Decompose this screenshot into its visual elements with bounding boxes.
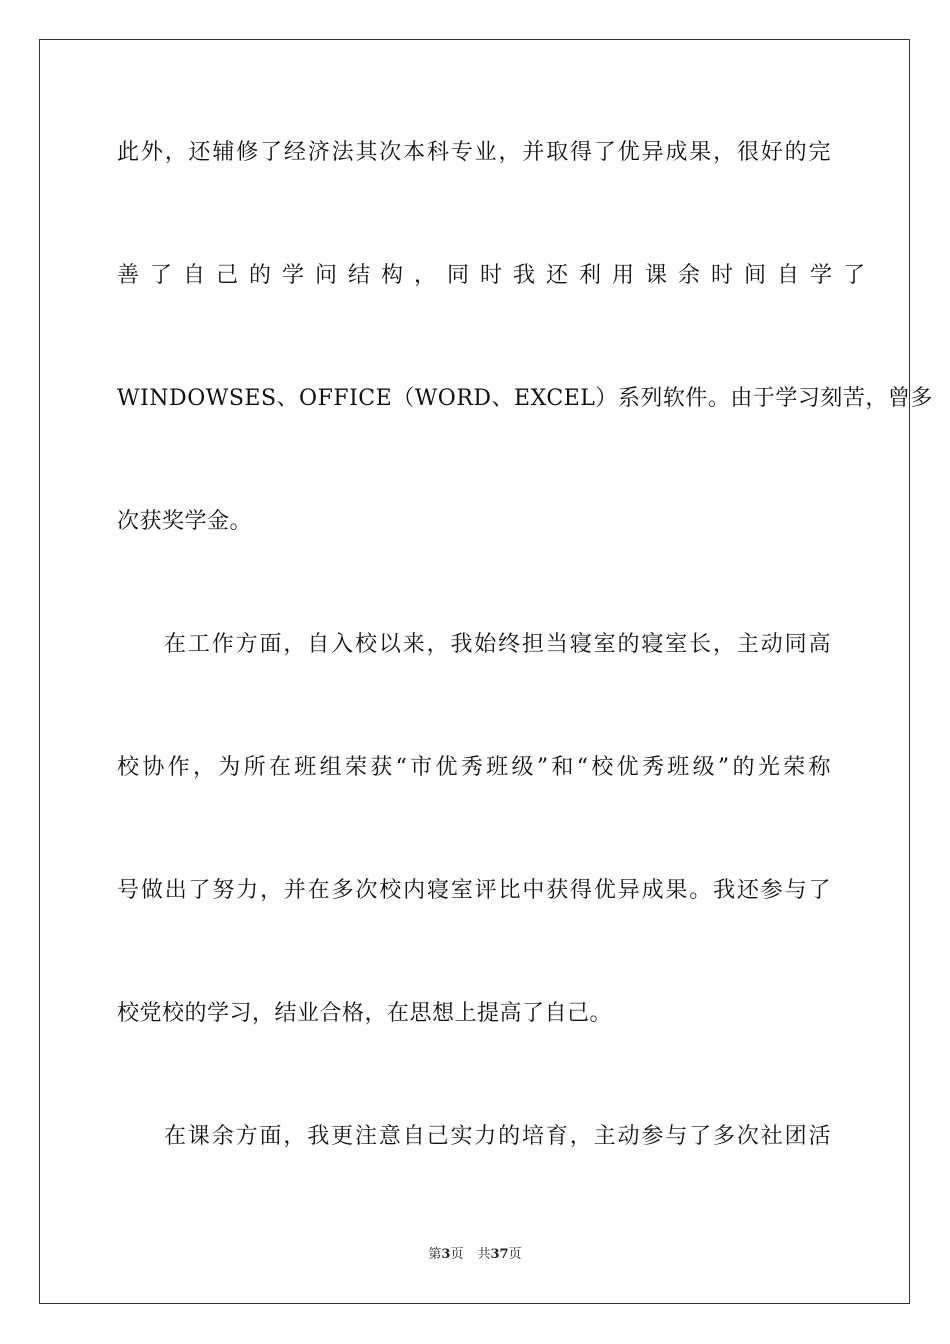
body-line-2: 善了自己的学问结构，同时我还利用课余时间自学了 [117, 263, 877, 288]
footer-page-prefix: 第 [428, 1247, 442, 1262]
footer-page-total: 37 [490, 1247, 509, 1262]
body-line-3: WINDOWSES、OFFICE（WORD、EXCEL）系列软件。由于学习刻苦，曾多 [117, 386, 933, 411]
body-line-8: 校党校的学习，结业合格，在思想上提高了自己。 [117, 1001, 613, 1026]
footer-page-suffix: 页 [450, 1247, 464, 1262]
body-line-4: 次获奖学金。 [117, 509, 253, 534]
body-line-7: 号做出了努力，并在多次校内寝室评比中获得优异成果。我还参与了 [117, 878, 831, 903]
footer-total-prefix: 共 [477, 1247, 491, 1262]
body-line-1: 此外，还辅修了经济法其次本科专业，并取得了优异成果，很好的完 [117, 140, 831, 165]
body-line-5: 在工作方面，自入校以来，我始终担当寝室的寝室长，主动同高 [164, 632, 831, 657]
footer-page-current: 3 [441, 1247, 451, 1262]
page-footer [0, 1246, 950, 1264]
body-line-6: 校协作，为所在班组荣获“市优秀班级”和“校优秀班级”的光荣称 [117, 755, 831, 780]
footer-total-suffix: 页 [508, 1247, 522, 1262]
page-border [39, 39, 933, 1304]
body-line-9: 在课余方面，我更注意自己实力的培育，主动参与了多次社团活 [164, 1124, 831, 1149]
